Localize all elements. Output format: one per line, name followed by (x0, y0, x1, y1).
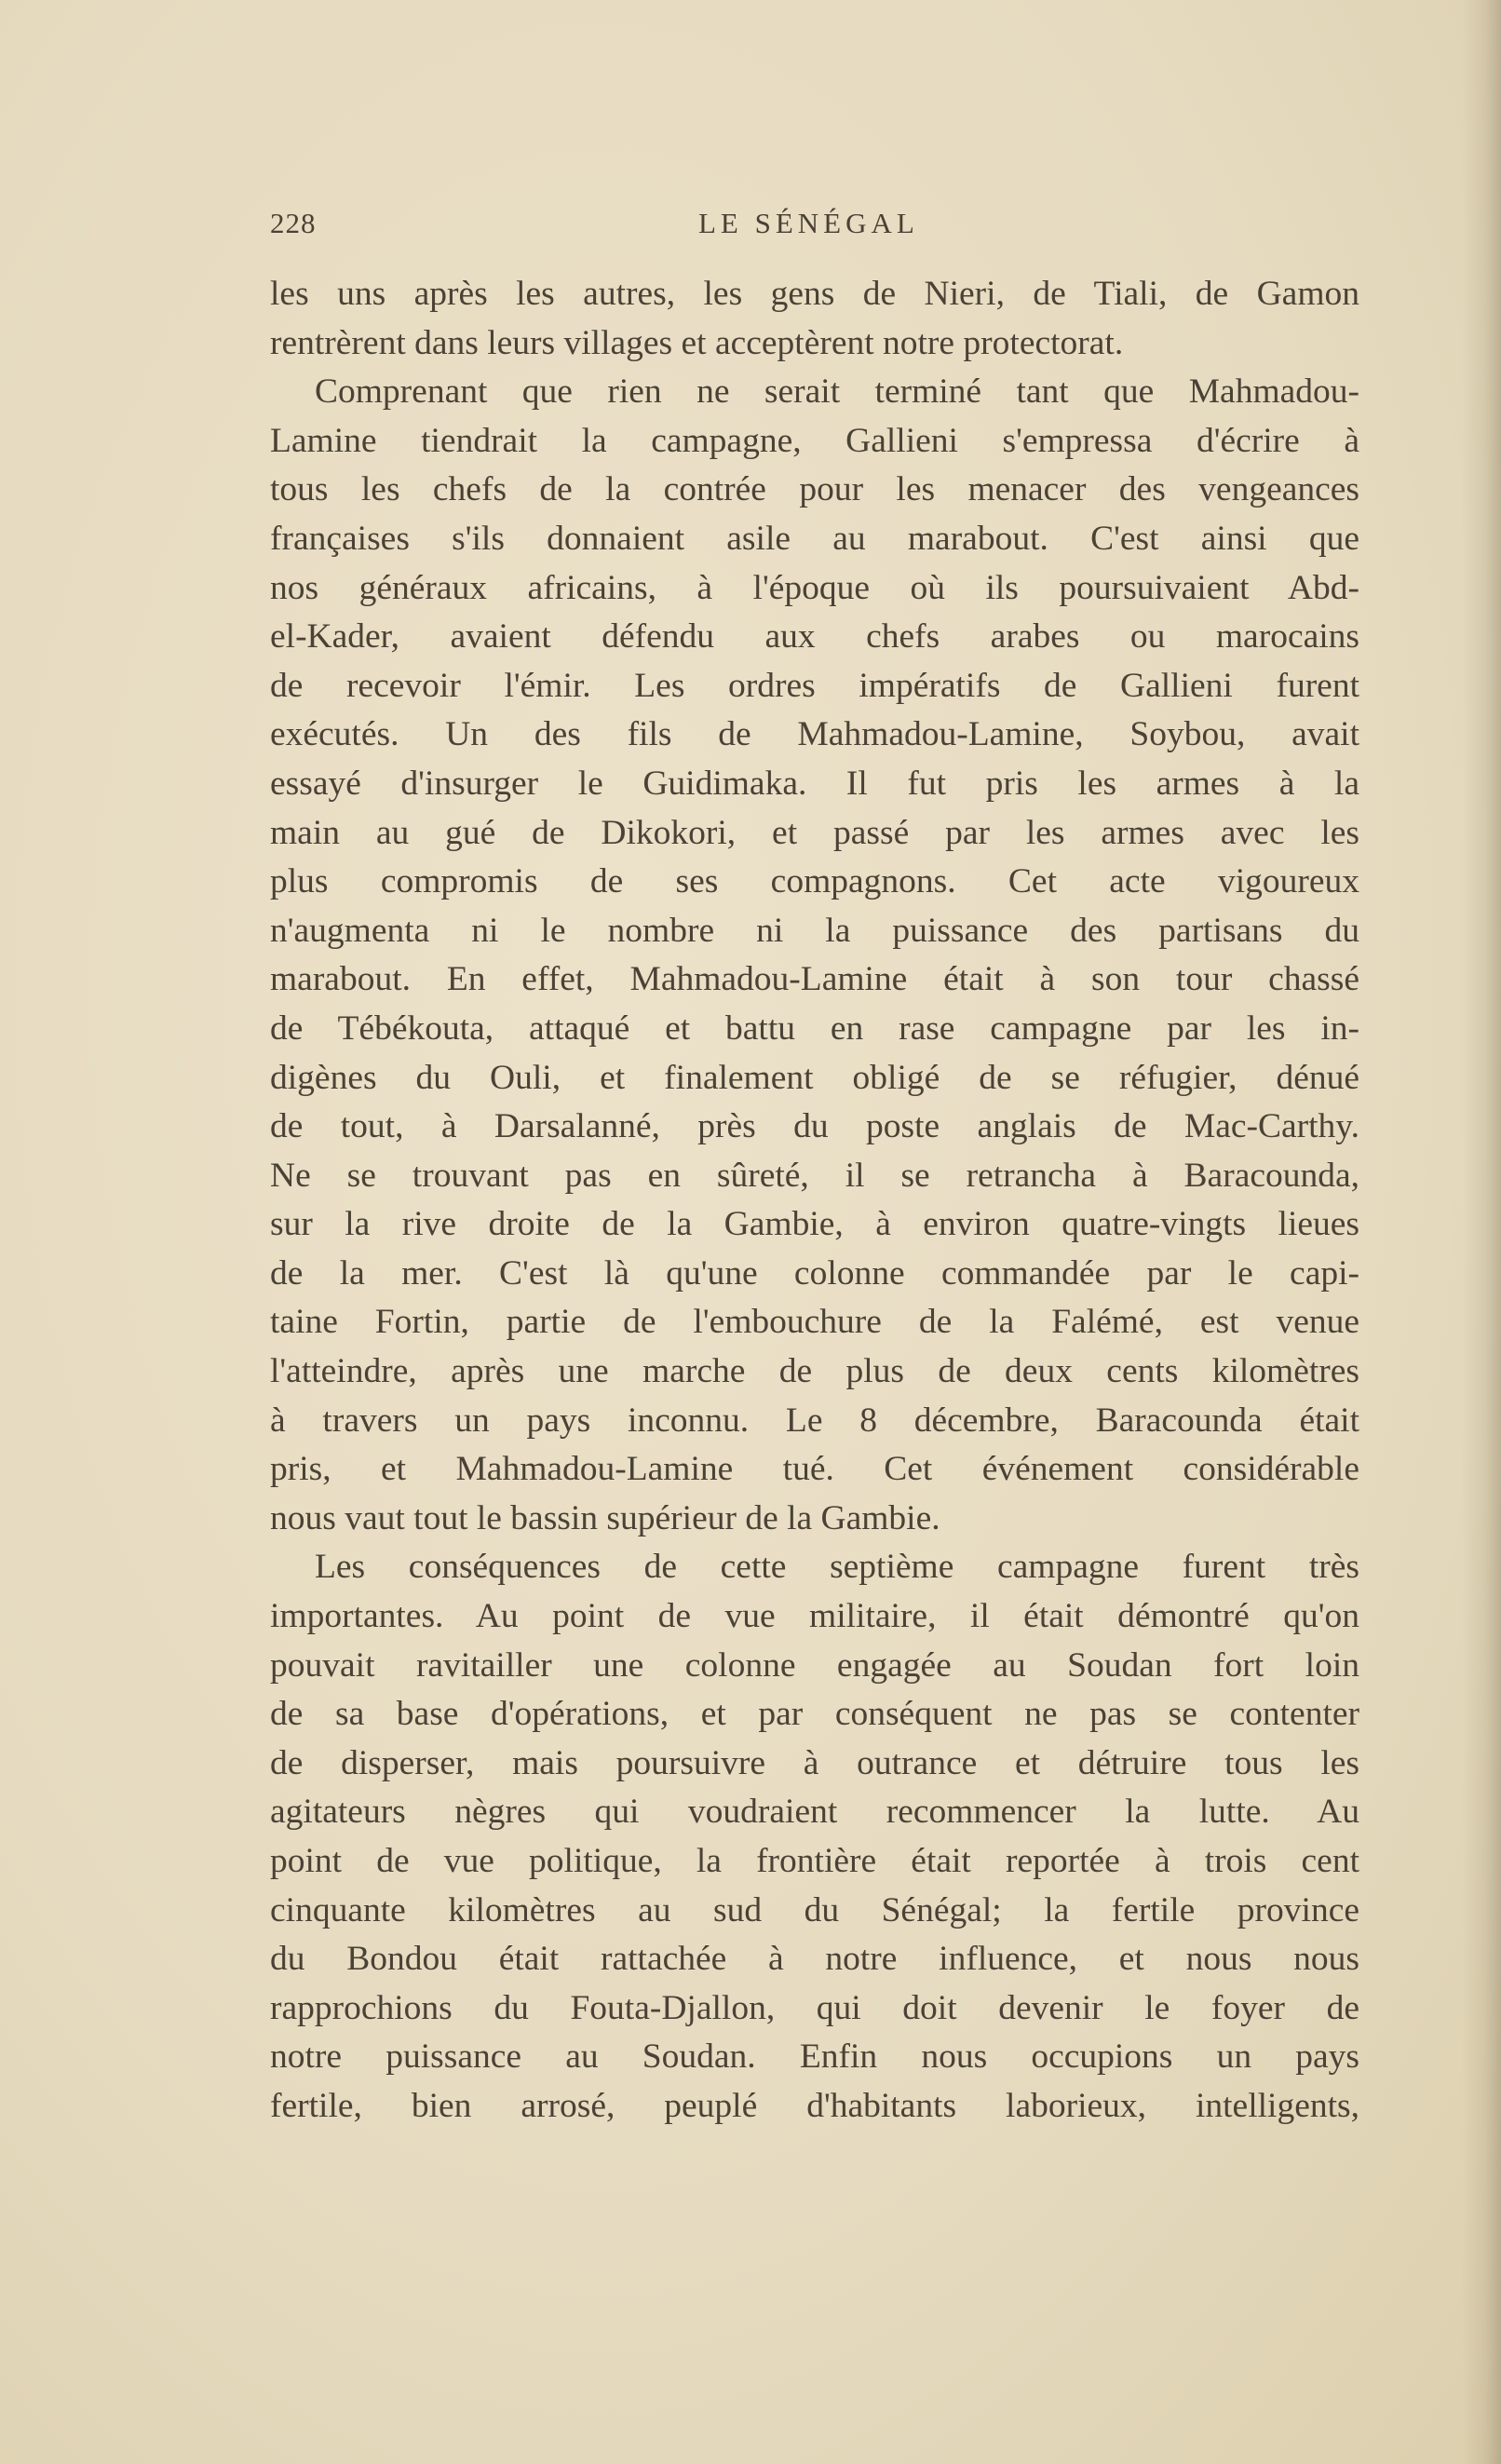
text-line: el-Kader, avaient défendu aux chefs arabes ou marocains (270, 617, 1359, 657)
text-line: nous vaut tout le bassin supérieur de la Gambie. (270, 1498, 940, 1537)
text-line: point de vue politique, la frontière était reportée à trois cent (270, 1842, 1359, 1880)
text-line: cinquante kilomètres au sud du Sénégal; la fertile province (270, 1890, 1359, 1929)
text-line: à travers un pays inconnu. Le 8 décembre, Baracounda était (270, 1401, 1359, 1440)
text-line: agitateurs nègres qui voudraient recommencer la lutte. Au (270, 1793, 1359, 1832)
text-line: n'augmenta ni le nombre ni la puissance des partisans du (270, 911, 1359, 950)
text-line: nos généraux africains, à l'époque où ils poursuivaient Abd- (270, 568, 1359, 607)
text-line: de tout, à Darsalanné, près du poste anglais de Mac-Carthy. (270, 1107, 1359, 1146)
running-title: LE SÉNÉGAL (698, 207, 919, 239)
text-line: sur la rive droite de la Gambie, à environ quatre-vingts lieues (270, 1205, 1359, 1244)
text-line: marabout. En effet, Mahmadou-Lamine était à son tour chassé (270, 960, 1359, 999)
text-line: essayé d'insurger le Guidimaka. Il fut pris les armes à la (270, 764, 1359, 803)
text-line: rapprochions du Fouta-Djallon, qui doit devenir le foyer de (270, 1988, 1359, 2027)
text-line: de la mer. C'est là qu'une colonne commandée par le capi- (270, 1253, 1359, 1293)
text-line: l'atteindre, après une marche de plus de deux cents kilomètres (270, 1352, 1359, 1391)
text-line: exécutés. Un des fils de Mahmadou-Lamine, Soybou, avait (270, 715, 1359, 754)
text-line: Lamine tiendrait la campagne, Gallieni s'empressa d'écrire à (270, 421, 1359, 460)
text-line: Les conséquences de cette septième campagne furent très (315, 1548, 1359, 1587)
text-line: tous les chefs de la contrée pour les menacer des vengeances (270, 470, 1359, 509)
text-line: du Bondou était rattachée à notre influence, et nous nous (270, 1940, 1359, 1979)
text-line: main au gué de Dikokori, et passé par les armes avec les (270, 813, 1359, 852)
text-line: pouvait ravitailler une colonne engagée au Soudan fort loin (270, 1645, 1359, 1685)
text-line: les uns après les autres, les gens de Nieri, de Tiali, de Gamon (270, 275, 1359, 313)
text-line: taine Fortin, partie de l'embouchure de la Falémé, est venue (270, 1303, 1359, 1342)
text-line: notre puissance au Soudan. Enfin nous occupions un pays (270, 2038, 1359, 2077)
text-line: fertile, bien arrosé, peuplé d'habitants laborieux, intelligents, (270, 2086, 1359, 2125)
text-line: Ne se trouvant pas en sûreté, il se retrancha à Baracounda, (270, 1156, 1359, 1195)
page-header (270, 207, 1359, 251)
text-line: importantes. Au point de vue militaire, il était démontré qu'on (270, 1597, 1359, 1636)
text-line: de disperser, mais poursuivre à outrance et détruire tous les (270, 1743, 1359, 1782)
page-edge-shadow (1462, 0, 1501, 2464)
text-line: digènes du Ouli, et finalement obligé de se réfugier, dénué (270, 1058, 1359, 1097)
text-line: pris, et Mahmadou-Lamine tué. Cet événement considérable (270, 1450, 1359, 1489)
text-line: de recevoir l'émir. Les ordres impératifs de Gallieni furent (270, 666, 1359, 705)
text-line: de sa base d'opérations, et par conséquent ne pas se contenter (270, 1695, 1359, 1734)
text-line: françaises s'ils donnaient asile au marabout. C'est ainsi que (270, 519, 1359, 558)
text-line: de Tébékouta, attaqué et battu en rase campagne par les in- (270, 1009, 1359, 1048)
text-line: plus compromis de ses compagnons. Cet acte vigoureux (270, 862, 1359, 901)
body-text (270, 270, 1359, 2132)
text-line: Comprenant que rien ne serait terminé tant que Mahmadou- (315, 372, 1359, 412)
page-number: 228 (270, 207, 317, 239)
text-line: rentrèrent dans leurs villages et acceptèrent notre protectorat. (270, 323, 1124, 362)
